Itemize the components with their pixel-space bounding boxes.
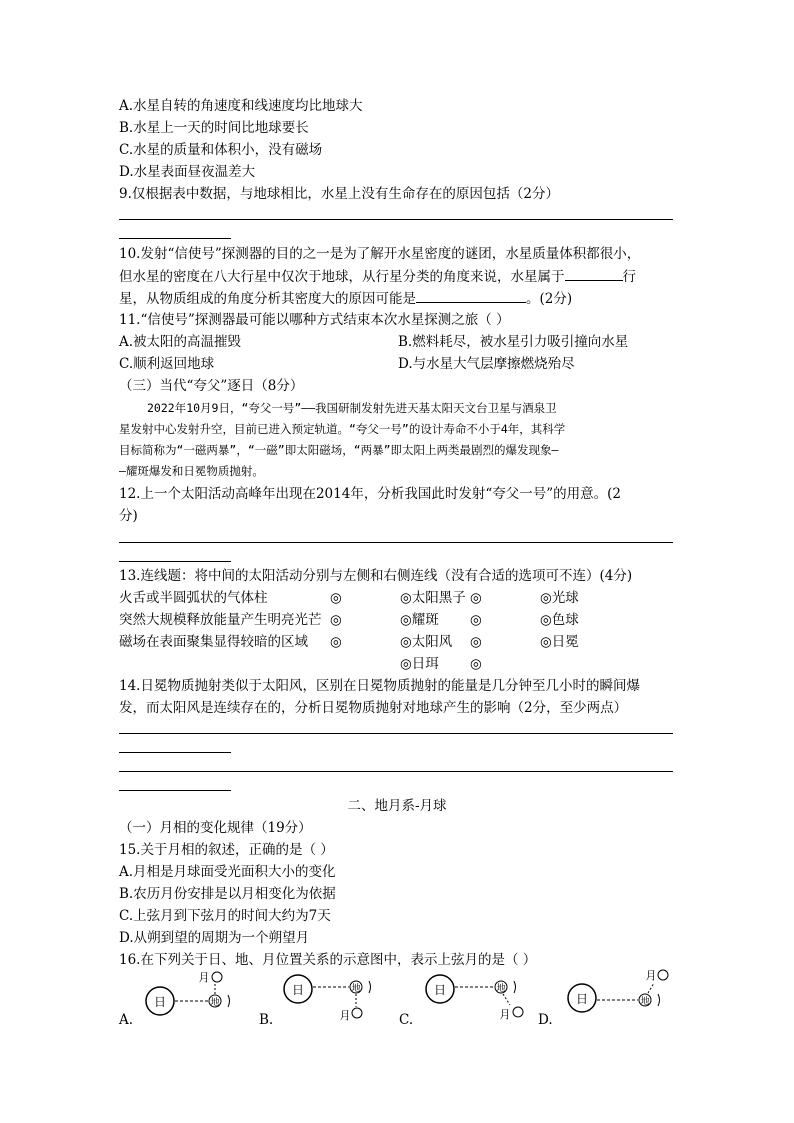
match-left-item: 突然大规模释放能量产生明亮光芒 <box>119 612 322 628</box>
diagram-d[interactable] <box>568 969 668 1012</box>
moon-icon <box>658 970 668 980</box>
moon-label: 月 <box>198 971 210 984</box>
q11-option-a: A.被太阳的高温摧毁 <box>119 334 242 350</box>
match-dot[interactable]: ◎ <box>470 634 482 650</box>
diagram-b[interactable] <box>284 975 371 1022</box>
moon-icon <box>513 1007 523 1017</box>
match-dot[interactable]: ◎ <box>400 634 412 650</box>
q8-option-d: D.水星表面昼夜温差大 <box>119 164 256 180</box>
rotation-arrow-icon <box>228 995 230 1007</box>
earth-label: 地 <box>351 984 361 994</box>
q11-option-c: C.顺利返回地球 <box>119 356 215 372</box>
q12-line2: 分) <box>119 508 138 524</box>
section-title: （一）月相的变化规律（19分） <box>119 820 312 836</box>
match-right-item: ◎日冕 <box>540 634 579 650</box>
earth-label: 地 <box>210 998 220 1008</box>
fill-blank[interactable] <box>416 288 526 303</box>
q16-option-label[interactable]: C. <box>399 1012 414 1028</box>
rotation-arrow-icon <box>514 981 516 993</box>
q16-stem: 16.在下列关于日、地、月位置关系的示意图中，表示上弦月的是（ ） <box>119 952 537 968</box>
section-title: （三）当代“夸父”逐日（8分） <box>119 378 304 394</box>
q10-line1: 10.发射“信使号”探测器的目的之一是为了解开水星密度的谜团，水星质量体积都很小， <box>119 246 641 262</box>
sun-earth-moon-diagrams <box>0 965 794 1025</box>
answer-line[interactable] <box>119 219 673 220</box>
match-middle-item: ◎耀斑 <box>400 612 439 628</box>
moon-label: 月 <box>645 969 657 982</box>
answer-line[interactable] <box>119 733 673 734</box>
answer-line[interactable] <box>119 542 673 543</box>
match-dot[interactable]: ◎ <box>540 612 552 628</box>
moon-label: 月 <box>339 1009 351 1022</box>
answer-line[interactable] <box>119 771 673 772</box>
answer-line[interactable] <box>119 238 231 239</box>
q10-line3: 星，从物质组成的角度分析其密度大的原因可能是 。(2分) <box>119 288 572 309</box>
match-left-item: 磁场在表面聚集显得较暗的区域 <box>119 634 308 650</box>
q15-option-b: B.农历月份安排是以月相变化为依据 <box>119 886 336 902</box>
moon-icon <box>212 972 222 982</box>
match-dot[interactable]: ◎ <box>330 634 342 650</box>
match-left-item: 火舌或半圆弧状的气体柱 <box>119 590 268 606</box>
rotation-arrow-icon <box>369 981 371 993</box>
sun-label: 日 <box>153 995 167 1009</box>
sun-label: 日 <box>291 983 305 997</box>
match-dot[interactable]: ◎ <box>540 634 552 650</box>
q9-stem: 9.仅根据表中数据，与地球相比，水星上没有生命存在的原因包括（2分） <box>119 186 559 202</box>
q11-stem: 11.“信使号”探测器最可能以哪种方式结束本次水星探测之旅（ ） <box>119 312 510 328</box>
q13-stem: 13.连线题：将中间的太阳活动分别与左侧和右侧连线（没有合适的选项可不连）(4分) <box>119 568 633 584</box>
part-title: 二、地月系-月球 <box>347 798 447 814</box>
passage-line: 2022年10月9日，“夸父一号”——我国研制发射先进天基太阳天文台卫星与酒泉卫 <box>147 401 557 415</box>
match-dot[interactable]: ◎ <box>400 612 412 628</box>
match-middle-item: ◎太阳黑子 <box>400 590 466 606</box>
q10-line2: 但水星的密度在八大行星中仅次于地球，从行星分类的角度来说，水星属于 行 <box>119 266 636 287</box>
moon-icon <box>352 1008 362 1018</box>
match-dot[interactable]: ◎ <box>470 590 482 606</box>
passage-line: 目标简称为“一磁两暴”，“一磁”即太阳磁场，“两暴”即太阳上两类最剧烈的爆发现象— <box>119 443 559 457</box>
match-dot[interactable]: ◎ <box>400 590 412 606</box>
q16-option-label[interactable]: A. <box>119 1012 134 1028</box>
q16-option-label[interactable]: D. <box>538 1012 553 1028</box>
q11-option-d: D.与水星大气层摩擦燃烧殆尽 <box>398 356 575 372</box>
passage-line: —耀斑爆发和日冕物质抛射。 <box>119 464 264 478</box>
diagram-a[interactable] <box>146 971 230 1015</box>
q15-stem: 15.关于月相的叙述，正确的是（ ） <box>119 842 334 858</box>
answer-line[interactable] <box>119 752 231 753</box>
q15-option-c: C.上弦月到下弦月的时间大约为7天 <box>119 908 331 924</box>
rotation-arrow-icon <box>658 994 660 1006</box>
match-dot[interactable]: ◎ <box>470 656 482 672</box>
moon-label: 月 <box>499 1008 511 1021</box>
match-dot[interactable]: ◎ <box>470 612 482 628</box>
match-dot[interactable]: ◎ <box>330 590 342 606</box>
q8-option-b: B.水星上一天的时间比地球要长 <box>119 120 309 136</box>
match-dot[interactable]: ◎ <box>330 612 342 628</box>
earth-label: 地 <box>640 997 650 1007</box>
answer-line[interactable] <box>119 790 231 791</box>
sun-label: 日 <box>433 983 447 997</box>
q15-option-d: D.从朔到望的周期为一个朔望月 <box>119 930 310 946</box>
match-middle-item: ◎太阳风 <box>400 634 453 650</box>
fill-blank[interactable] <box>565 266 623 281</box>
match-dot[interactable]: ◎ <box>540 590 552 606</box>
q16-option-label[interactable]: B. <box>259 1012 274 1028</box>
q11-option-b: B.燃料耗尽，被水星引力吸引撞向水星 <box>398 334 629 350</box>
q14-line1: 14.日冕物质抛射类似于太阳风，区别在日冕物质抛射的能量是几分钟至几小时的瞬间爆 <box>119 678 640 694</box>
match-middle-item: ◎日珥 <box>400 656 439 672</box>
match-dot[interactable]: ◎ <box>400 656 412 672</box>
q14-line2: 发，而太阳风是连续存在的，分析日冕物质抛射对地球产生的影响（2分，至少两点） <box>119 700 628 716</box>
passage-line: 星发射中心发射升空，目前已进入预定轨道。“夸父一号”的设计寿命不小于4年，其科学 <box>119 422 566 436</box>
q8-option-c: C.水星的质量和体积小，没有磁场 <box>119 142 323 158</box>
match-right-item: ◎色球 <box>540 612 579 628</box>
q8-option-a: A.水星自转的角速度和线速度均比地球大 <box>119 98 363 114</box>
sun-label: 日 <box>575 992 589 1006</box>
answer-line[interactable] <box>119 561 231 562</box>
q15-option-a: A.月相是月球面受光面积大小的变化 <box>119 864 336 880</box>
earth-label: 地 <box>496 984 506 994</box>
match-right-item: ◎光球 <box>540 590 579 606</box>
q12-line1: 12.上一个太阳活动高峰年出现在2014年，分析我国此时发射“夸父一号”的用意。(2 <box>119 486 621 502</box>
diagram-c[interactable] <box>426 975 523 1021</box>
